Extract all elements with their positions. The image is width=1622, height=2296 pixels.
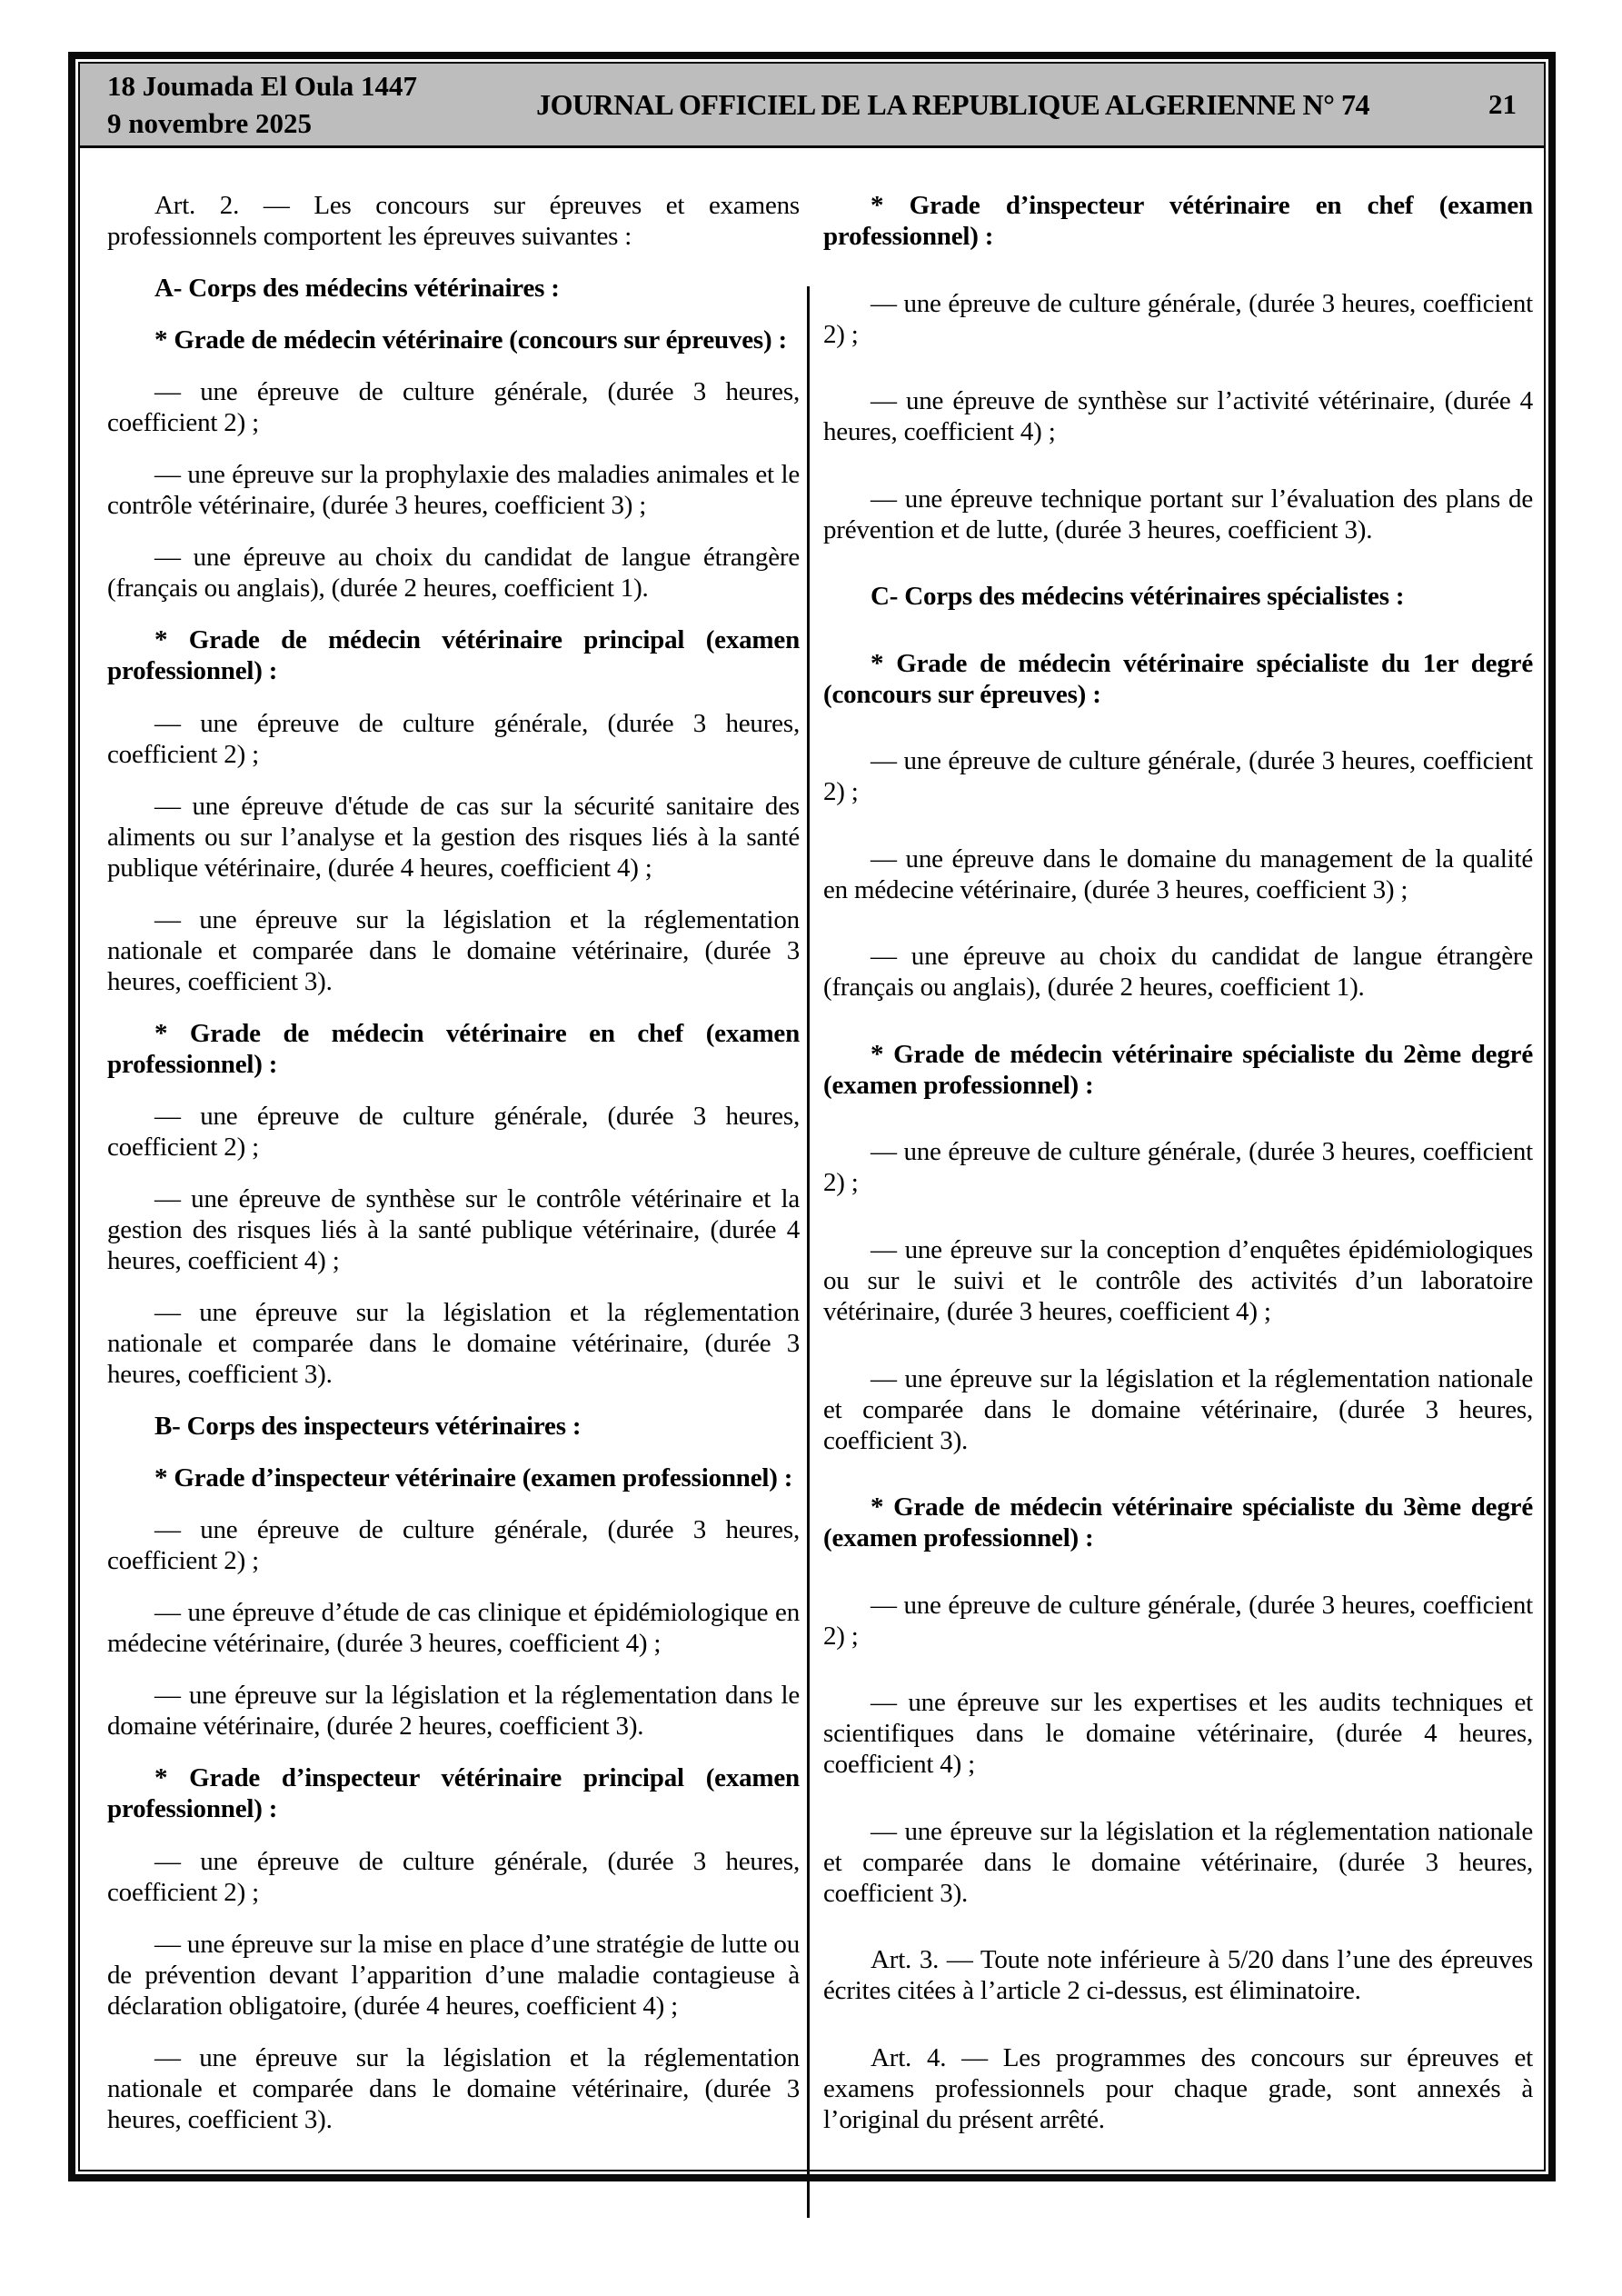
paragraph: — une épreuve sur la prophylaxie des maladies animales et le contrôle vétérinaire, (durée 3 heures, coefficient 3) ;: [107, 460, 800, 521]
column-left: [107, 190, 800, 2135]
paragraph: — une épreuve de synthèse sur le contrôle vétérinaire et la gestion des risques liés à la santé publique vétérinaire, (durée 4 heures, coefficient 4) ;: [107, 1183, 800, 1275]
paragraph: — une épreuve au choix du candidat de langue étrangère (français ou anglais), (durée 2 heures, coefficient 1).: [107, 543, 800, 604]
paragraph: Art. 4. — Les programmes des concours sur épreuves et examens professionnels pour chaque grade, sont annexés à l’original du présent arrêté.: [823, 2042, 1533, 2134]
paragraph: — une épreuve de culture générale, (durée 3 heures, coefficient 2) ;: [107, 708, 800, 769]
section-heading: C- Corps des médecins vétérinaires spécialistes :: [871, 582, 1405, 612]
paragraph: — une épreuve sur la législation et la réglementation nationale et comparée dans le domaine vétérinaire, (durée 3 heures, coefficient 3).: [107, 1298, 800, 1390]
paragraph: — une épreuve d’étude de cas clinique et épidémiologique en médecine vétérinaire, (durée 3 heures, coefficient 4) ;: [107, 1598, 800, 1659]
section-heading: * Grade d’inspecteur vétérinaire principal (examen professionnel) :: [107, 1763, 800, 1824]
paragraph: — une épreuve de culture générale, (durée 3 heures, coefficient 2) ;: [107, 1515, 800, 1576]
inner-frame: [78, 62, 1546, 2171]
date-hijri: 18 Joumada El Oula 1447: [107, 70, 418, 102]
paragraph: — une épreuve dans le domaine du management de la qualité en médecine vétérinaire, (durée 3 heures, coefficient 3) ;: [823, 844, 1533, 904]
header-dates: [107, 67, 417, 142]
paragraph: — une épreuve de culture générale, (durée 3 heures, coefficient 2) ;: [823, 288, 1533, 349]
paragraph: — une épreuve de culture générale, (durée 3 heures, coefficient 2) ;: [107, 1846, 800, 1907]
paragraph: — une épreuve technique portant sur l’évaluation des plans de prévention et de lutte, (durée 3 heures, coefficient 3).: [823, 484, 1533, 544]
paragraph: — une épreuve au choix du candidat de langue étrangère (français ou anglais), (durée 2 heures, coefficient 1).: [823, 942, 1533, 1003]
journal-title: JOURNAL OFFICIEL DE LA REPUBLIQUE ALGERIENNE N° 74: [536, 87, 1369, 121]
section-heading: * Grade de médecin vétérinaire en chef (examen professionnel) :: [107, 1018, 800, 1079]
section-heading: * Grade de médecin vétérinaire spécialiste du 3ème degré (examen professionnel) :: [823, 1492, 1533, 1553]
column-divider: [807, 286, 810, 2218]
paragraph: — une épreuve sur la conception d’enquêtes épidémiologiques ou sur le suivi et le contrôle des activités d’un laboratoire vétérinaire, (durée 3 heures, coefficient 4) ;: [823, 1235, 1533, 1327]
paragraph: — une épreuve d'étude de cas sur la sécurité sanitaire des aliments ou sur l’analyse et la gestion des risques liés à la santé publique vétérinaire, (durée 4 heures, coefficient 4) ;: [107, 791, 800, 883]
paragraph: — une épreuve sur la législation et la réglementation dans le domaine vétérinaire, (durée 2 heures, coefficient 3).: [107, 1681, 800, 1742]
section-heading: * Grade de médecin vétérinaire spécialiste du 1er degré (concours sur épreuves) :: [823, 648, 1533, 709]
paragraph: — une épreuve sur la mise en place d’une stratégie de lutte ou de prévention devant l’apparition d’une maladie contagieuse à déclaration obligatoire, (durée 4 heures, coefficient 4) ;: [107, 1929, 800, 2021]
paragraph: — une épreuve de culture générale, (durée 3 heures, coefficient 2) ;: [107, 1101, 800, 1162]
paragraph: — une épreuve de culture générale, (durée 3 heures, coefficient 2) ;: [823, 746, 1533, 807]
section-heading: * Grade de médecin vétérinaire spécialiste du 2ème degré (examen professionnel) :: [823, 1039, 1533, 1100]
paragraph: — une épreuve sur la législation et la réglementation nationale et comparée dans le domaine vétérinaire, (durée 3 heures, coefficient 3).: [823, 1363, 1533, 1455]
header-band: [80, 64, 1544, 148]
paragraph: — une épreuve sur la législation et la réglementation nationale et comparée dans le domaine vétérinaire, (durée 3 heures, coefficient 3).: [107, 904, 800, 996]
section-heading: A- Corps des médecins vétérinaires :: [154, 274, 560, 304]
paragraph: — une épreuve de culture générale, (durée 3 heures, coefficient 2) ;: [107, 377, 800, 438]
section-heading: * Grade d’inspecteur vétérinaire (examen professionnel) :: [154, 1463, 793, 1493]
paragraph: — une épreuve sur la législation et la réglementation nationale et comparée dans le domaine vétérinaire, (durée 3 heures, coefficient 3).: [823, 1816, 1533, 1908]
page-number: 21: [1488, 88, 1517, 120]
paragraph: — une épreuve de culture générale, (durée 3 heures, coefficient 2) ;: [823, 1590, 1533, 1651]
section-heading: * Grade de médecin vétérinaire principal (examen professionnel) :: [107, 625, 800, 686]
paragraph: — une épreuve sur la législation et la réglementation nationale et comparée dans le domaine vétérinaire, (durée 3 heures, coefficient 3).: [107, 2042, 800, 2134]
column-right: [823, 190, 1533, 2135]
paragraph: — une épreuve de synthèse sur l’activité vétérinaire, (durée 4 heures, coefficient 4) ;: [823, 386, 1533, 447]
paragraph: — une épreuve de culture générale, (durée 3 heures, coefficient 2) ;: [823, 1137, 1533, 1198]
section-heading: * Grade d’inspecteur vétérinaire en chef (examen professionnel) :: [823, 191, 1533, 251]
section-heading: B- Corps des inspecteurs vétérinaires :: [154, 1412, 582, 1442]
paragraph: Art. 3. — Toute note inférieure à 5/20 dans l’une des épreuves écrites citées à l’article 2 ci-dessus, est éliminatoire.: [823, 1945, 1533, 2006]
date-gregorian: 9 novembre 2025: [107, 107, 313, 139]
page-frame: [68, 52, 1556, 2181]
section-heading: * Grade de médecin vétérinaire (concours sur épreuves) :: [154, 325, 787, 355]
paragraph: — une épreuve sur les expertises et les audits techniques et scientifiques dans le domaine vétérinaire, (durée 4 heures, coefficient 4) ;: [823, 1688, 1533, 1780]
article-content: [80, 148, 1544, 2135]
paragraph: Art. 2. — Les concours sur épreuves et examens professionnels comportent les épreuves suivantes :: [107, 191, 800, 251]
